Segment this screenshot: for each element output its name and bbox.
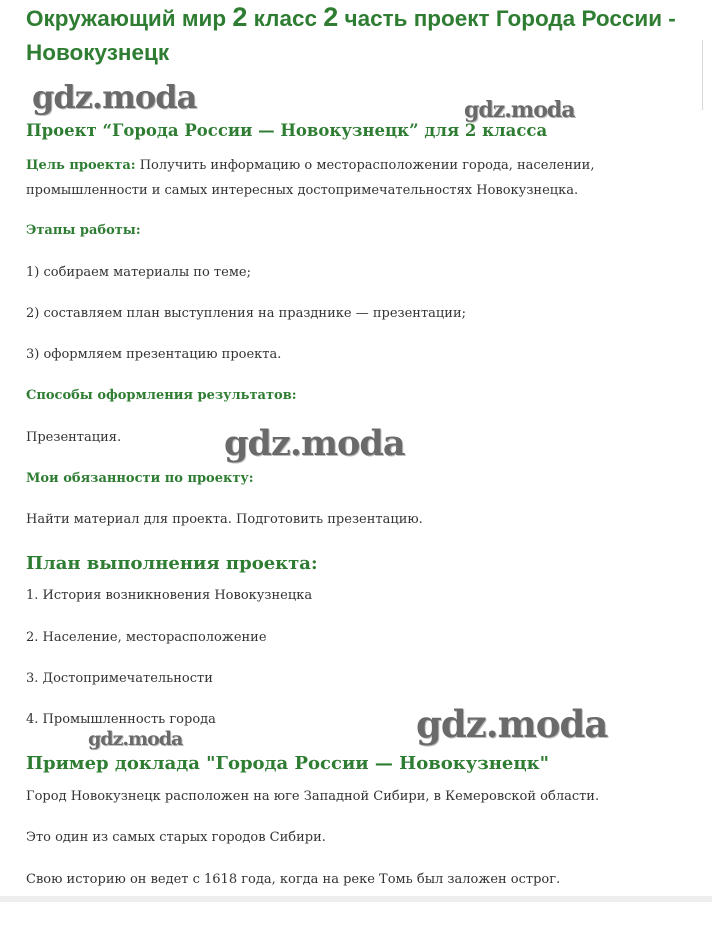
- report-paragraph: Город Новокузнецк расположен на юге Западной Сибири, в Кемеровской области.: [26, 789, 600, 804]
- title-grade-number: 2: [232, 2, 248, 32]
- plan-item: 3. Достопримечательности: [26, 671, 213, 686]
- results-text: Презентация.: [26, 430, 122, 445]
- edge-decoration: [702, 40, 712, 110]
- stage-item: 1) собираем материалы по теме;: [26, 265, 251, 280]
- watermark: gdz.moda: [32, 78, 197, 116]
- project-goal: [26, 153, 676, 203]
- watermark: gdz.moda: [88, 728, 183, 750]
- watermark: gdz.moda: [416, 702, 608, 746]
- stages-label: Этапы работы:: [26, 223, 141, 238]
- report-paragraph: Это один из самых старых городов Сибири.: [26, 830, 326, 845]
- plan-heading: План выполнения проекта:: [26, 553, 318, 574]
- duties-text: Найти материал для проекта. Подготовить презентацию.: [26, 512, 423, 527]
- project-heading: Проект “Города России — Новокузнецк” для 2 класса: [26, 121, 548, 140]
- plan-item: 1. История возникновения Новокузнецка: [26, 588, 313, 603]
- title-part-1: Окружающий мир: [26, 6, 233, 31]
- plan-item: 2. Население, месторасположение: [26, 630, 267, 645]
- bottom-divider: [0, 896, 712, 902]
- title-part-3: часть проект Города России - Новокузнецк: [26, 6, 676, 65]
- stage-item: 3) оформляем презентацию проекта.: [26, 347, 282, 362]
- stage-item: 2) составляем план выступления на празднике — презентации;: [26, 306, 466, 321]
- title-part-number: 2: [323, 2, 339, 32]
- duties-label: Мои обязанности по проекту:: [26, 471, 254, 486]
- watermark: gdz.moda: [224, 423, 405, 464]
- report-paragraph: Свою историю он ведет с 1618 года, когда на реке Томь был заложен острог.: [26, 872, 561, 887]
- report-heading: Пример доклада "Города России — Новокузнецк": [26, 753, 550, 774]
- results-label: Способы оформления результатов:: [26, 388, 297, 403]
- project-goal-label: Цель проекта:: [26, 158, 136, 173]
- watermark: gdz.moda: [464, 97, 575, 123]
- title-part-2: класс: [247, 6, 324, 31]
- project-goal-text: Получить информацию о месторасположении города, населении, промышленности и самых интересных достопримечательностях Новокузнецка.: [26, 158, 595, 198]
- page-title: [26, 0, 676, 70]
- plan-item: 4. Промышленность города: [26, 712, 216, 727]
